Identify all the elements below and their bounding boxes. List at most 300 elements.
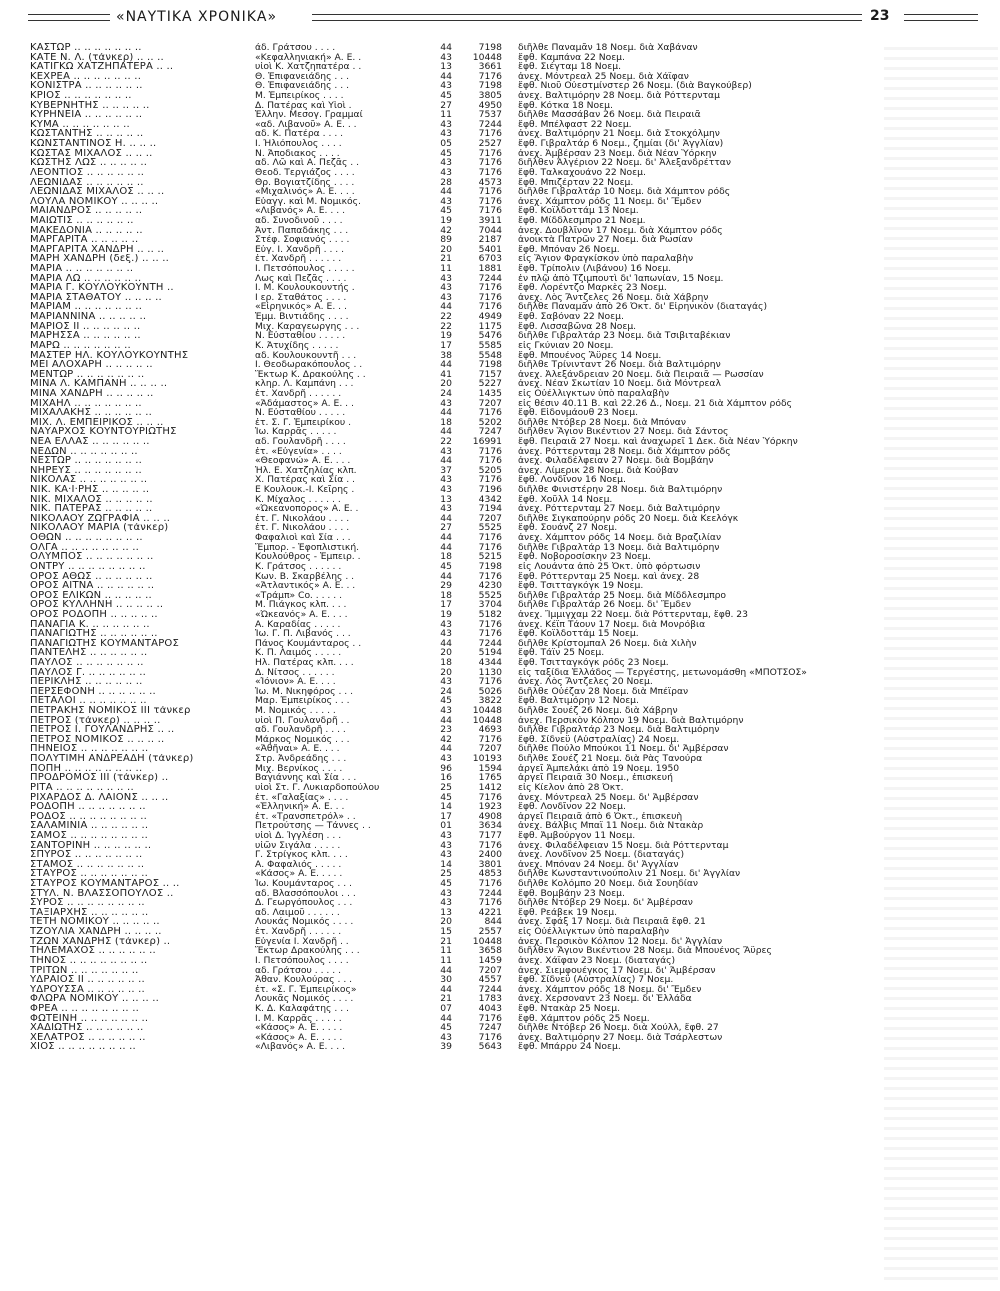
owner-name: Μιχ. Βερνίκος . . . .: [255, 763, 343, 774]
ship-name: ΤΑΞΙΑΡΧΗΣ .. .. .. .. .. ..: [30, 907, 149, 918]
owner-name: Πάνος Κουμάνταρος . .: [255, 638, 362, 649]
header-rule-middle: [312, 14, 862, 21]
ship-name: ΜΕΝΤΩΡ .. .. .. .. .. .. ..: [30, 369, 145, 380]
ship-name: ΜΑΡΙΑ .. .. .. .. .. .. ..: [30, 264, 134, 274]
ship-name: ΜΑΚΕΔΟΝΙΑ .. .. .. .. ..: [30, 225, 143, 236]
table-row: [30, 648, 870, 658]
owner-name: Κ. Γράτσος . . . . . .: [255, 561, 342, 572]
owner-name: Μάρκος Νομικός . . .: [255, 734, 350, 745]
table-row: [30, 956, 870, 966]
position-note: διῆλθε Οὐέζαν 28 Νοεμ. διὰ Μπέϊραν: [518, 686, 689, 697]
ship-name: ΠΑΥΛΟΣ Γ. .. .. .. .. .. ..: [30, 667, 147, 678]
table-row: [30, 898, 870, 908]
table-row: [30, 149, 870, 159]
tonnage-value: 5202: [478, 417, 502, 428]
ship-name: ΠΕΡΣΕΦΟΝΗ .. .. .. .. .. ..: [30, 686, 156, 697]
position-note: διῆλθε Σουέζ 26 Νοεμ. διὰ Χάβρην: [518, 706, 678, 716]
position-note: ἔφθ. Χάμπτον ρόδς 25 Νοεμ.: [518, 1013, 650, 1024]
grt-value: 43: [440, 677, 452, 687]
position-note: ἔφθ. Κότκα 18 Νοεμ.: [518, 100, 613, 111]
position-note: ἀνεχ. Λὸς Ἄντζελες 20 Νοεμ.: [518, 677, 653, 687]
grt-value: 96: [440, 763, 452, 774]
tonnage-value: 4949: [478, 312, 502, 322]
grt-value: 43: [440, 504, 452, 514]
ship-name: ΠΡΟΔΡΟΜΟΣ ΙΙΙ (τάνκερ) ..: [30, 773, 169, 783]
ship-name: ΜΑΡΙΟΣ ΙΙ .. .. .. .. .. ..: [30, 321, 141, 332]
tonnage-value: 5215: [478, 552, 502, 562]
owner-name: «Ἀδάμαστος» Α. Ε. . .: [255, 398, 354, 409]
owner-name: Ἠλ. Ε. Χατζηλίας κλπ.: [255, 465, 357, 476]
table-row: [30, 533, 870, 543]
tonnage-value: 7198: [478, 43, 502, 53]
table-row: [30, 1042, 870, 1052]
position-note: ἔφθ. Σίδνεϋ (Αὐστραλίας) 7 Νοεμ.: [518, 975, 674, 985]
tonnage-value: 7537: [478, 110, 502, 120]
ship-name: ΜΑΡΙΑ Γ. ΚΟΥΛΟΥΚΟΥΝΤΗ ..: [30, 283, 174, 293]
table-row: [30, 600, 870, 610]
position-note: ἀνεχ. Βαλτιμόρην 21 Νοεμ. διὰ Στοκχόλμην: [518, 129, 720, 140]
ship-name: ΤΖΩΝ ΧΑΝΔΡΗΣ (τάνκερ) ..: [30, 936, 171, 947]
tonnage-value: 5401: [478, 244, 502, 255]
tonnage-value: 1412: [478, 782, 502, 793]
tonnage-value: 2187: [478, 235, 502, 245]
tonnage-value: 1765: [478, 773, 502, 783]
grt-value: 13: [440, 907, 452, 918]
table-row: [30, 139, 870, 149]
position-note: διῆλθε Γιβραλτάρ 23 Νοεμ. διὰ Βαλτιμόρην: [518, 725, 720, 735]
grt-value: 42: [440, 225, 452, 236]
ship-name: ΟΛΥΜΠΟΣ .. .. .. .. .. .. ..: [30, 552, 154, 562]
position-note: διῆλθε Γιβραλτάρ 23 Νοεμ. διὰ Τσιβιταβέκιαν: [518, 331, 731, 341]
ship-name: ΝΙΚ. ΚΑ·Ι·ΡΗΣ .. .. .. .. ..: [30, 485, 150, 495]
ship-name: ΜΙΧΑΗΛ .. .. .. .. .. .. ..: [30, 398, 142, 409]
owner-name: Μαρ. Ἐμπειρίκος . . .: [255, 696, 350, 707]
ship-name: ΝΕΑ ΕΛΛΑΣ .. .. .. .. .. ..: [30, 436, 150, 447]
grt-value: 20: [440, 244, 452, 255]
tonnage-value: 16991: [472, 436, 502, 447]
table-row: [30, 850, 870, 860]
owner-name: ἐτ. «Σ. Γ. Ἐμπειρίκος»: [255, 984, 357, 995]
owner-name: Θ. Ἐπιφανειάδης . . .: [255, 71, 349, 82]
grt-value: 20: [440, 917, 452, 928]
ship-name: ΣΠΥΡΟΣ .. .. .. .. .. .. ..: [30, 850, 143, 860]
owner-name: Εὐαγγ. καὶ Μ. Νομικός.: [255, 196, 361, 207]
tonnage-value: 2557: [478, 927, 502, 937]
position-note: διῆλθε Κρίστομπαλ 26 Νοεμ. διὰ Χιλὴν: [518, 638, 697, 649]
tonnage-value: 5525: [478, 523, 502, 534]
table-row: [30, 994, 870, 1004]
grt-value: 43: [440, 81, 452, 92]
table-row: [30, 620, 870, 630]
grt-value: 27: [440, 100, 452, 111]
owner-name: Δ. Νίτσος . . . . . .: [255, 667, 335, 678]
owner-name: Ἕκτωρ Κ. Δρακούλης . .: [255, 369, 366, 380]
ship-name: ΜΕΙ ΑΛΟΧΑΡΗ .. .. .. .. ..: [30, 360, 153, 370]
owner-name: Θεοδ. Τεργιάζος . . . .: [255, 167, 355, 178]
position-note: ἔφθ. Ρόττερνταμ 25 Νοεμ. καὶ ἀνεχ. 28: [518, 571, 700, 582]
table-row: [30, 793, 870, 803]
grt-value: 11: [440, 110, 452, 120]
grt-value: 01: [440, 821, 452, 831]
tonnage-value: 5194: [478, 648, 502, 659]
grt-value: 43: [440, 629, 452, 639]
owner-name: Στέφ. Σοφιανός . . . .: [255, 235, 350, 245]
position-note: ἀνεχ. Κέϊπ Τάουν 17 Νοεμ. διὰ Μονρόβια: [518, 619, 706, 630]
table-row: [30, 495, 870, 505]
ship-name: ΡΟΔΟΣ .. .. .. .. .. .. .. ..: [30, 811, 148, 822]
table-row: [30, 1014, 870, 1024]
position-note: ἔφθ. Μπιζέρταν 22 Νοεμ.: [518, 177, 634, 188]
grt-value: 43: [440, 398, 452, 409]
position-note: διῆλθεν Ἅγιον Βικέντιον 28 Νοεμ. διὰ Μπουένος Ἄϋρες: [518, 946, 772, 956]
position-note: ἀνεχ. Περσικὸν Κόλπον 12 Νοεμ. δι' Ἀγγλίαν: [518, 936, 723, 947]
ship-name: ΣΑΝΤΟΡΙΝΗ .. .. .. .. .. ..: [30, 840, 152, 851]
ship-name: ΟΝΤΡΥ .. .. .. .. .. .. .. ..: [30, 561, 146, 572]
tonnage-value: 7176: [478, 167, 502, 178]
owner-name: Ἐμμ. Βιντιάδης . . . .: [255, 312, 349, 322]
ship-name: ΚΩΣΤΗΣ ΛΩΣ .. .. .. .. ..: [30, 158, 148, 168]
position-note: ἀνεχ. Χάμπτον ρόδς 18 Νοεμ. δι' Ἔμδεν: [518, 984, 702, 995]
owner-name: αδ. Κουλουκουντῆ . . .: [255, 350, 357, 361]
tonnage-value: 5548: [478, 350, 502, 361]
table-row: [30, 687, 870, 697]
grt-value: 24: [440, 388, 452, 399]
owner-name: Ἰω. Κουμάνταρος . . .: [255, 879, 352, 889]
grt-value: 43: [440, 754, 452, 764]
ship-name: ΣΤΑΥΡΟΣ ΚΟΥΜΑΝΤΑΡΟΣ .. ..: [30, 879, 180, 889]
owner-name: υἱοὶ Στ. Γ. Λυκιαρδοπούλου: [255, 782, 380, 793]
ship-name: ΟΡΟΣ ΚΥΛΛΗΝΗ .. .. .. .. ..: [30, 600, 164, 610]
grt-value: 27: [440, 523, 452, 534]
owner-name: υἱῶν Σιγάλα . . . . .: [255, 840, 341, 851]
ship-name: ΠΑΝΑΓΙΩΤΗΣ ΚΟΥΜΑΝΤΑΡΟΣ: [30, 638, 180, 649]
position-note: ἔφθ. Ρεάβεκ 19 Νοεμ.: [518, 907, 618, 918]
tonnage-value: 7196: [478, 485, 502, 495]
ship-name: ΚΩΝΣΤΑΝΤΙΝΟΣ Η. .. .. ..: [30, 139, 157, 149]
position-note: διῆλθε Μασσάβαν 26 Νοεμ. διὰ Πειραιᾶ: [518, 110, 701, 120]
position-note: ἀνεχ. Φιλαδέλφειαν 27 Νοεμ. διὰ Βομβάην: [518, 456, 714, 466]
ship-name: ΠΑΝΤΕΛΗΣ .. .. .. .. .. ..: [30, 648, 148, 659]
position-note: εἰς Γκύνιαν 20 Νοεμ.: [518, 340, 614, 351]
table-row: [30, 966, 870, 976]
grt-value: 16: [440, 773, 452, 783]
tonnage-value: 7176: [478, 898, 502, 908]
table-row: [30, 437, 870, 447]
ship-name: ΠΕΤΡΟΣ ΝΟΜΙΚΟΣ .. .. .. ..: [30, 734, 165, 745]
position-note: ἀργεῖ Πειραιᾶ ἀπὸ 6 Ὀκτ., ἐπισκευὴ: [518, 811, 683, 822]
ship-name: ΚΟΝΙΣΤΡΑ .. .. .. .. .. ..: [30, 81, 143, 92]
grt-value: 45: [440, 91, 452, 101]
tonnage-value: 3822: [478, 696, 502, 707]
table-row: [30, 206, 870, 216]
owner-name: Ι ερ. Σταθάτος . . . .: [255, 292, 347, 303]
owner-name: Κ. Ἀτυχίδης . . . . .: [255, 340, 339, 351]
table-row: [30, 917, 870, 927]
ship-name: ΜΑΡΩ .. .. .. .. .. .. ..: [30, 340, 131, 351]
grt-value: 44: [440, 71, 452, 82]
grt-value: 45: [440, 879, 452, 889]
tonnage-value: 7198: [478, 81, 502, 92]
table-row: [30, 552, 870, 562]
position-note: ἔφθ. Νοβοροσίσκην 23 Νοεμ.: [518, 552, 651, 562]
ship-name: ΠΑΝΑΓΙΩΤΗΣ .. .. .. .. .. ..: [30, 629, 158, 639]
ship-name: ΥΔΡΑΙΟΣ ΙΙ .. .. .. .. .. ..: [30, 975, 145, 985]
owner-name: «Ὠκεανοπορος» Α. Ε. .: [255, 504, 359, 514]
owner-name: αδ. Συνοδινοῦ . . . .: [255, 215, 343, 226]
grt-value: 43: [440, 706, 452, 716]
table-row: [30, 841, 870, 851]
position-note: ἔφθ. Εἰδονμάουθ 23 Νοεμ.: [518, 408, 638, 418]
table-row: [30, 610, 870, 620]
tonnage-value: 10448: [472, 52, 502, 63]
header-rule-right: [904, 14, 978, 21]
grt-value: 44: [440, 513, 452, 524]
table-row: [30, 456, 870, 466]
grt-value: 44: [440, 533, 452, 543]
owner-name: «Ἀθῆναι» Α. Ε. . . .: [255, 744, 340, 755]
owner-name: Κουλούθρος - Ἐμπειρ. .: [255, 552, 361, 562]
adjacent-page-edge: [884, 40, 998, 1280]
position-note: ἀνεχ. Ρόττερνταμ 28 Νοεμ. διὰ Χάμπτον ρόδς: [518, 446, 731, 457]
position-note: ἀνεχ. Νέαν Σκωτίαν 10 Νοεμ. διὰ Μόντρεαλ: [518, 379, 721, 389]
position-note: ἀνεχ. Περσικὸν Κόλπον 19 Νοεμ. διὰ Βαλτιμόρην: [518, 715, 744, 726]
table-row: [30, 351, 870, 361]
ship-name: ΛΕΩΝΙΔΑΣ ΜΙΧΑΛΟΣ .. .. ..: [30, 187, 165, 197]
ship-name: ΥΔΡΟΥΣΣΑ .. .. .. .. .. ..: [30, 984, 145, 995]
grt-value: 21: [440, 254, 452, 265]
ship-name: ΜΑΙΩΤΙΣ .. .. .. .. .. ..: [30, 215, 134, 226]
owner-name: υἱοὶ Κ. Χατζηπατέρα . .: [255, 62, 362, 72]
grt-value: 11: [440, 946, 452, 956]
grt-value: 18: [440, 658, 452, 668]
position-note: ἀργεῖ Ἀμπελάκι ἀπὸ 19 Νοεμ. 1950: [518, 763, 680, 774]
position-note: διῆλθεν Ἀλγέριον 22 Νοεμ. δι' Ἀλεξανδρέτταν: [518, 158, 731, 168]
owner-name: Ἰω. Μ. Νικηφόρος . . .: [255, 686, 354, 697]
grt-value: 45: [440, 148, 452, 159]
position-note: εἰς Λουάντα ἀπὸ 25 Ὀκτ. ὑπὸ φόρτωσιν: [518, 561, 701, 572]
table-row: [30, 668, 870, 678]
owner-name: «Μιχαλινός» Α. Ε. . . .: [255, 187, 355, 197]
position-note: ἀνεχ. Λίμερικ 28 Νοεμ. διὰ Κούβαν: [518, 465, 679, 476]
grt-value: 19: [440, 609, 452, 620]
tonnage-value: 1130: [478, 667, 502, 678]
ship-name: ΚΑΤΙΓΚΩ ΧΑΤΖΗΠΑΤΕΡΑ .. ..: [30, 62, 174, 72]
grt-value: 43: [440, 273, 452, 284]
position-note: ἀνεχ. Ρόττερνταμ 27 Νοεμ. διὰ Βαλτιμόρην: [518, 504, 720, 514]
tonnage-value: 3801: [478, 859, 502, 870]
table-row: [30, 120, 870, 130]
owner-name: Κων. Β. Σκαρβέλης . .: [255, 571, 355, 582]
position-note: διῆλθε Τρίνινταντ 26 Νοεμ. διὰ Βαλτιμόρην: [518, 360, 721, 370]
position-note: ἀνεχ. Λονδῖνον 25 Νοεμ. (διαταγάς): [518, 850, 685, 860]
grt-value: 13: [440, 62, 452, 72]
tonnage-value: 1175: [478, 321, 502, 332]
owner-name: ἐτ. Χανδρῆ . . . . . .: [255, 388, 342, 399]
grt-value: 43: [440, 129, 452, 140]
ship-name: ΜΙΧ. Λ. ΕΜΠΕΙΡΙΚΟΣ .. .. ..: [30, 417, 164, 428]
tonnage-value: 5585: [478, 340, 502, 351]
owner-name: ἐτ. Σ. Γ. Ἐμπειρίκου .: [255, 417, 352, 428]
table-row: [30, 591, 870, 601]
tonnage-value: 7176: [478, 1032, 502, 1043]
grt-value: 44: [440, 360, 452, 370]
grt-value: 07: [440, 1003, 452, 1014]
table-row: [30, 696, 870, 706]
owner-name: υἱοὶ Π. Γουλανδρῆ . .: [255, 715, 350, 726]
tonnage-value: 7176: [478, 879, 502, 889]
ship-name: ΣΑΜΟΣ .. .. .. .. .. .. .. ..: [30, 830, 149, 841]
ship-name: ΤΗΝΟΣ .. .. .. .. .. .. .. ..: [30, 955, 148, 966]
ship-name: ΝΙΚ. ΜΙΧΑΛΟΣ .. .. .. .. ..: [30, 494, 153, 505]
grt-value: 18: [440, 552, 452, 562]
grt-value: 44: [440, 984, 452, 995]
table-row: [30, 187, 870, 197]
ship-name: ΝΕΣΤΩΡ .. .. .. .. .. .. ..: [30, 456, 143, 466]
owner-name: υἱοὶ Δ. Ἰγγλέση . . .: [255, 830, 342, 841]
tonnage-value: 7176: [478, 196, 502, 207]
owner-name: Πετρούτσης — Τάννες . .: [255, 821, 371, 831]
table-row: [30, 706, 870, 716]
owner-name: «Ἑλληνική» Α. Ε. . .: [255, 802, 345, 812]
grt-value: 22: [440, 436, 452, 447]
grt-value: 11: [440, 264, 452, 274]
position-note: ἔφθ. Σουάνζ 27 Νοεμ.: [518, 523, 618, 534]
position-note: διῆλθε Γιβραλτάρ 26 Νοεμ. δι' Ἔμδεν: [518, 600, 692, 610]
table-row: [30, 81, 870, 91]
owner-name: αδ. Λαιμοῦ . . . . . .: [255, 907, 340, 918]
table-row: [30, 764, 870, 774]
position-note: ἔφθ. Βομβάην 23 Νοεμ.: [518, 888, 625, 899]
tonnage-value: 7176: [478, 206, 502, 216]
tonnage-value: 4573: [478, 177, 502, 188]
position-note: ἀνεχ. Δουβλῖνον 17 Νοεμ. διὰ Χάμπτον ρόδς: [518, 225, 723, 236]
tonnage-value: 3704: [478, 600, 502, 610]
position-note: ἀνεχ. Μόντρεαλ 25 Νοεμ. διὰ Χάϊφαν: [518, 71, 689, 82]
tonnage-value: 7198: [478, 561, 502, 572]
grt-value: 14: [440, 802, 452, 812]
grt-value: 18: [440, 417, 452, 428]
ship-name: ΠΕΤΡΑΚΗΣ ΝΟΜΙΚΟΣ ΙΙΙ τάνκερ: [30, 706, 191, 716]
ship-name: ΣΤΥΛ. Ν. ΒΛΑΣΣΟΠΟΥΛΟΣ ..: [30, 888, 174, 899]
tonnage-value: 3658: [478, 946, 502, 956]
table-row: [30, 129, 870, 139]
grt-value: 37: [440, 465, 452, 476]
owner-name: ἐτ. «Εὐγενία» . . . .: [255, 446, 342, 457]
ship-name: ΜΙΧΑΛΑΚΗΣ .. .. .. .. .. ..: [30, 408, 152, 418]
table-row: [30, 754, 870, 764]
table-row: [30, 235, 870, 245]
owner-name: Χ. Πατέρας καὶ Σία . .: [255, 475, 355, 486]
tonnage-value: 7198: [478, 360, 502, 370]
position-note: ἀνεχ. Σιεμφουέγκος 17 Νοεμ. δι' Ἀμβέρσαν: [518, 965, 716, 976]
table-row: [30, 178, 870, 188]
ship-name: ΠΟΠΗ .. .. .. .. .. .. .. ..: [30, 763, 143, 774]
owner-name: Βαγιάννης καὶ Σία . . .: [255, 773, 357, 783]
ship-name: ΡΙΧΑΡΔΟΣ Δ. ΛΑΙΟΝΣ .. .. ..: [30, 792, 169, 803]
table-row: [30, 427, 870, 437]
tonnage-value: 7176: [478, 302, 502, 313]
ship-name: ΤΡΙΤΩΝ .. .. .. .. .. .. ..: [30, 965, 139, 976]
ship-movements-table: [30, 43, 870, 1052]
ship-name: ΠΑΝΑΓΙΑ Κ. .. .. .. .. .. ..: [30, 619, 150, 630]
grt-value: 25: [440, 869, 452, 880]
grt-value: 43: [440, 888, 452, 899]
position-note: ἀνεχ. Χάϊφαν 23 Νοεμ. (διαταγάς): [518, 955, 676, 966]
table-row: [30, 322, 870, 332]
table-row: [30, 254, 870, 264]
grt-value: 39: [440, 1042, 452, 1052]
table-row: [30, 293, 870, 303]
table-row: [30, 341, 870, 351]
table-row: [30, 370, 870, 380]
table-row: [30, 975, 870, 985]
position-note: ἔφθ. Λισσαβῶνα 28 Νοεμ.: [518, 321, 637, 332]
grt-value: 89: [440, 235, 452, 245]
position-note: ἀνεχ. Βαλτιμόρην 28 Νοεμ. διὰ Ρόττερνταμ: [518, 91, 720, 101]
table-row: [30, 264, 870, 274]
table-row: [30, 302, 870, 312]
grt-value: 43: [440, 830, 452, 841]
table-row: [30, 744, 870, 754]
position-note: ἐν πλῷ ἀπὸ Τζιμπουτὶ δι' Ἰαπωνίαν, 15 Νοεμ.: [518, 273, 724, 284]
grt-value: 44: [440, 965, 452, 976]
position-note: διῆλθε Γιβραλτάρ 10 Νοεμ. διὰ Χάμπτον ρόδς: [518, 187, 731, 197]
owner-name: Μιχ. Καραγεωργης . . .: [255, 321, 360, 332]
tonnage-value: 5476: [478, 331, 502, 341]
tonnage-value: 5182: [478, 609, 502, 620]
tonnage-value: 7244: [478, 638, 502, 649]
ship-name: ΟΡΟΣ ΕΛΙΚΩΝ .. .. .. .. ..: [30, 590, 152, 601]
tonnage-value: 4693: [478, 725, 502, 735]
table-row: [30, 581, 870, 591]
grt-value: 42: [440, 734, 452, 745]
grt-value: 17: [440, 600, 452, 610]
owner-name: άδ. Γράτσου . . . .: [255, 43, 336, 53]
tonnage-value: 3805: [478, 91, 502, 101]
owner-name: αδ. Κ. Πατέρα . . . .: [255, 129, 344, 140]
table-row: [30, 572, 870, 582]
grt-value: 43: [440, 292, 452, 303]
grt-value: 44: [440, 408, 452, 418]
position-note: διῆλθε Ντόβερ 26 Νοεμ. διὰ Χούλλ, ἔφθ. 27: [518, 1023, 719, 1033]
ship-name: ΠΟΛΥΤΙΜΗ ΑΝΔΡΕΑΔΗ (τάνκερ): [30, 754, 194, 764]
grt-value: 41: [440, 369, 452, 380]
owner-name: ἐτ. «Τρανσπετρόλ» . .: [255, 811, 356, 822]
tonnage-value: 4950: [478, 100, 502, 111]
position-note: ἔφθ. Κοϊλδοττάμ 13 Νοεμ.: [518, 206, 639, 216]
owner-name: Εὐγ. Ι. Χανδρῆ . . . .: [255, 244, 345, 255]
owner-name: Ν. Ἀποδιακος . . . .: [255, 148, 340, 159]
ship-name: ΦΡΕΑ .. .. .. .. .. .. .. ..: [30, 1003, 139, 1014]
owner-name: Ι. Μ. Κουλουκουντής .: [255, 283, 355, 293]
ship-name: ΜΑΣΤΕΡ ΗΛ. ΚΟΥΛΟΥΚΟΥΝΤΗΣ: [30, 350, 189, 361]
grt-value: 45: [440, 696, 452, 707]
tonnage-value: 7176: [478, 792, 502, 803]
grt-value: 44: [440, 187, 452, 197]
grt-value: 14: [440, 859, 452, 870]
table-row: [30, 523, 870, 533]
grt-value: 44: [440, 715, 452, 726]
ship-name: ΜΑΙΑΝΔΡΟΣ .. .. .. .. ..: [30, 206, 143, 216]
grt-value: 44: [440, 43, 452, 53]
tonnage-value: 10448: [472, 706, 502, 716]
ship-name: ΠΕΡΙΚΛΗΣ .. .. .. .. .. ..: [30, 677, 143, 687]
ship-name: ΣΤΑΥΡΟΣ .. .. .. .. .. .. ..: [30, 869, 148, 880]
ship-name: ΟΛΓΑ .. .. .. .. .. .. .. ..: [30, 542, 140, 553]
position-note: ἀνεχ. Μόντρεαλ 25 Νοεμ. δι' Ἀμβέρσαν: [518, 792, 699, 803]
position-note: διῆλθε Γιβραλτάρ 13 Νοεμ. διὰ Βαλτιμόρην: [518, 542, 720, 553]
owner-name: «Λιβανός» Α. Ε. . . .: [255, 206, 345, 216]
